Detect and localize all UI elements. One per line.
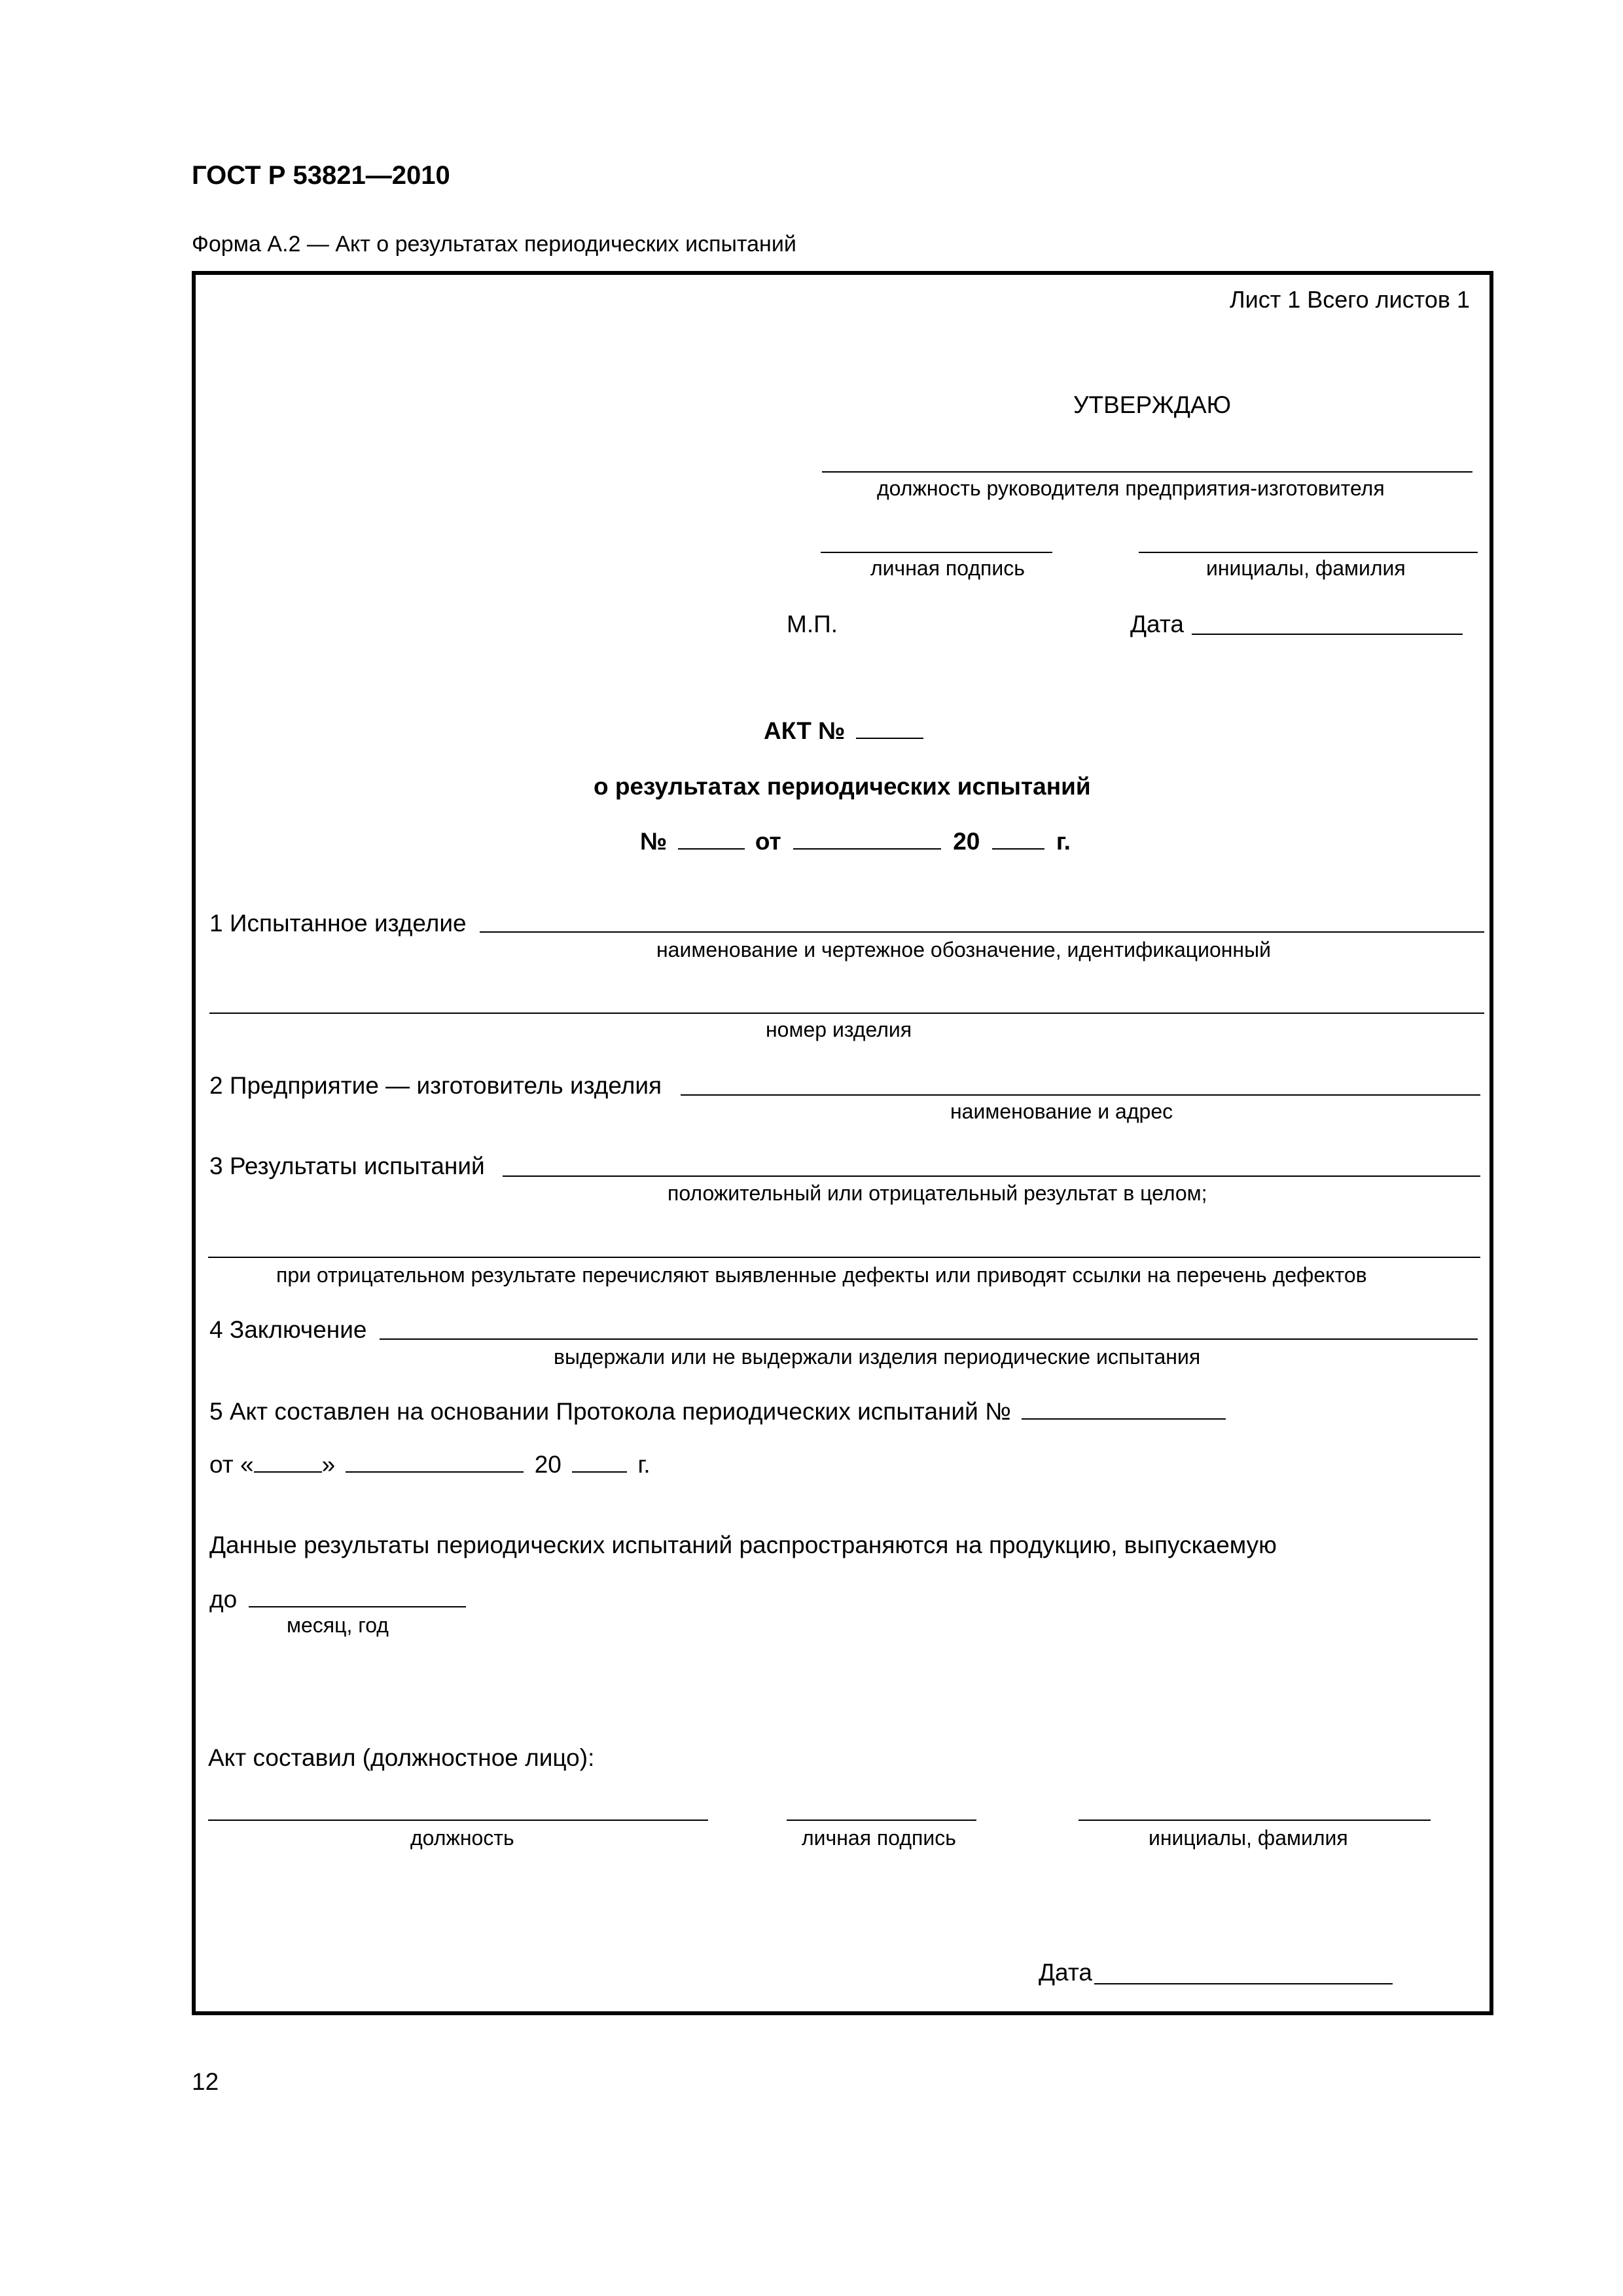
act-number-row xyxy=(640,829,1071,853)
protocol-year-prefix: 20 xyxy=(534,1451,562,1478)
final-date-label: Дата xyxy=(1039,1959,1092,1986)
item1-caption2: номер изделия xyxy=(766,1018,912,1041)
act-from-label: от xyxy=(755,828,781,855)
item5-label: 5 Акт составлен на основании Протокола периодических испытаний № xyxy=(209,1398,1011,1425)
sheet-info: Лист 1 Всего листов 1 xyxy=(1229,286,1470,313)
compiled-by-label: Акт составил (должностное лицо): xyxy=(208,1744,595,1771)
item3-label: 3 Результаты испытаний xyxy=(209,1153,485,1179)
item4-line[interactable] xyxy=(380,1338,1478,1340)
protocol-from-prefix: от « xyxy=(209,1451,254,1478)
head-signature-caption: личная подпись xyxy=(870,556,1025,580)
act-year-field[interactable] xyxy=(992,829,1044,850)
item1-caption: наименование и чертежное обозначение, идентификационный xyxy=(656,938,1271,961)
page-number: 12 xyxy=(192,2068,219,2095)
act-title xyxy=(764,718,923,743)
compiler-initials-caption: инициалы, фамилия xyxy=(1149,1826,1348,1850)
form-title: Форма А.2 — Акт о результатах периодических испытаний xyxy=(192,232,796,257)
approval-date-line[interactable] xyxy=(1192,634,1463,635)
protocol-year-suffix: г. xyxy=(637,1451,651,1478)
compiler-signature-caption: личная подпись xyxy=(802,1826,956,1850)
item3-caption2: при отрицательном результате перечисляют выявленные дефекты или приводят ссылки на перечень дефектов xyxy=(276,1263,1367,1287)
act-subtitle: о результатах периодических испытаний xyxy=(594,773,1091,800)
protocol-year-field[interactable] xyxy=(572,1452,627,1473)
act-title-text: АКТ № xyxy=(764,717,846,744)
approve-heading: УТВЕРЖДАЮ xyxy=(1073,391,1232,418)
item3-line2[interactable] xyxy=(208,1257,1480,1258)
item1-line2[interactable] xyxy=(209,1013,1484,1014)
item2-line[interactable] xyxy=(681,1094,1480,1096)
item2-caption: наименование и адрес xyxy=(950,1100,1173,1123)
compiler-position-line[interactable] xyxy=(208,1820,708,1821)
act-year-suffix: г. xyxy=(1056,828,1071,855)
item1-line[interactable] xyxy=(480,931,1484,933)
act-number-field[interactable] xyxy=(678,829,745,850)
item3-line[interactable] xyxy=(503,1175,1480,1177)
until-caption: месяц, год xyxy=(287,1613,389,1637)
item4-caption: выдержали или не выдержали изделия периодические испытания xyxy=(554,1345,1201,1369)
head-initials-caption: инициалы, фамилия xyxy=(1206,556,1406,580)
act-date-field[interactable] xyxy=(793,829,941,850)
head-position-caption: должность руководителя предприятия-изготовителя xyxy=(877,476,1385,500)
head-initials-line[interactable] xyxy=(1139,552,1478,553)
stamp-label: М.П. xyxy=(787,611,838,637)
protocol-date-row xyxy=(209,1452,651,1477)
standard-number: ГОСТ Р 53821—2010 xyxy=(192,161,450,190)
head-position-line[interactable] xyxy=(822,471,1472,473)
item3-caption: положительный или отрицательный результат в целом; xyxy=(668,1181,1207,1205)
until-label: до xyxy=(209,1586,238,1613)
protocol-month-field[interactable] xyxy=(346,1452,524,1473)
until-field[interactable] xyxy=(249,1587,466,1607)
item1-label: 1 Испытанное изделие xyxy=(209,910,467,937)
head-signature-line[interactable] xyxy=(821,552,1052,553)
item5-row xyxy=(209,1399,1226,1424)
compiler-signature-line[interactable] xyxy=(787,1820,976,1821)
act-number-blank[interactable] xyxy=(856,718,923,739)
validity-text: Данные результаты периодических испытаний распространяются на продукцию, выпускаемую xyxy=(209,1532,1277,1558)
approval-date-label: Дата xyxy=(1130,611,1184,637)
protocol-day-field[interactable] xyxy=(254,1452,322,1473)
protocol-number-field[interactable] xyxy=(1022,1399,1226,1420)
item4-label: 4 Заключение xyxy=(209,1316,367,1343)
act-number-label: № xyxy=(640,828,668,855)
compiler-position-caption: должность xyxy=(410,1826,514,1850)
act-year-prefix: 20 xyxy=(953,828,980,855)
final-date-line[interactable] xyxy=(1094,1983,1393,1984)
item2-label: 2 Предприятие — изготовитель изделия xyxy=(209,1072,662,1099)
protocol-quote-close: » xyxy=(321,1451,336,1478)
until-row xyxy=(209,1587,466,1611)
compiler-initials-line[interactable] xyxy=(1079,1820,1431,1821)
